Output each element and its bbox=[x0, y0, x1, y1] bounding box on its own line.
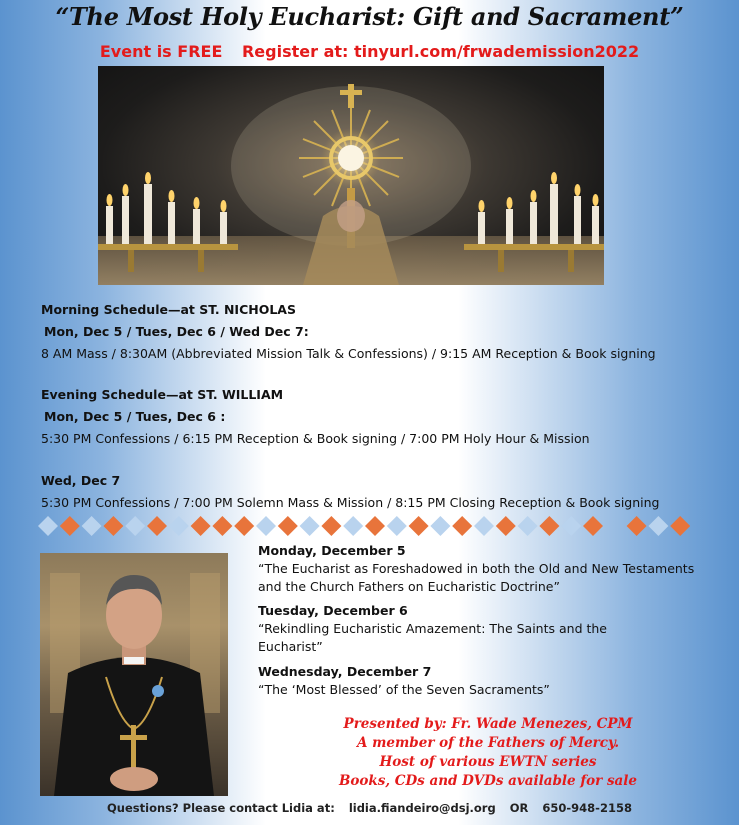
divider-diamond bbox=[125, 516, 145, 536]
event-free-text: Event is FREE bbox=[99, 42, 223, 61]
divider-diamond bbox=[234, 516, 254, 536]
talk-day: Tuesday, December 6 bbox=[258, 603, 408, 618]
contact-phone[interactable]: 650-948-2158 bbox=[542, 801, 632, 815]
presenter-media: Books, CDs and DVDs available for sale bbox=[338, 773, 638, 789]
morning-schedule bbox=[41, 302, 656, 362]
divider-diamond bbox=[539, 516, 559, 536]
divider-diamond bbox=[147, 516, 167, 536]
diamond-divider bbox=[38, 516, 698, 540]
registration-line bbox=[0, 42, 739, 61]
divider-diamond bbox=[452, 516, 472, 536]
divider-diamond bbox=[518, 516, 538, 536]
register-link[interactable]: tinyurl.com/frwademission2022 bbox=[353, 42, 640, 61]
morning-heading: Morning Schedule—at ST. NICHOLAS bbox=[41, 302, 296, 317]
talk-title: “The Eucharist as Foreshadowed in both the Old and New Testaments and the Church Fathers on Eucharistic Doctrine” bbox=[258, 561, 695, 594]
divider-diamond bbox=[38, 516, 58, 536]
divider-diamond bbox=[409, 516, 429, 536]
divider-diamond bbox=[191, 516, 211, 536]
divider-diamond bbox=[82, 516, 102, 536]
talk-wednesday bbox=[258, 663, 698, 699]
divider-diamond bbox=[103, 516, 123, 536]
morning-times: 8 AM Mass / 8:30AM (Abbreviated Mission Talk & Confessions) / 9:15 AM Reception & Book signing bbox=[41, 346, 656, 361]
presenter-ewtn: Host of various EWTN series bbox=[379, 754, 597, 770]
presenter-name: Presented by: Fr. Wade Menezes, CPM bbox=[343, 716, 633, 732]
evening-times: 5:30 PM Confessions / 6:15 PM Reception & Book signing / 7:00 PM Holy Hour & Mission bbox=[41, 431, 590, 446]
divider-diamond bbox=[474, 516, 494, 536]
evening-schedule bbox=[41, 387, 590, 447]
wednesday-heading: Wed, Dec 7 bbox=[41, 473, 121, 488]
divider-diamond bbox=[670, 516, 690, 536]
divider-diamond bbox=[321, 516, 341, 536]
contact-label: Questions? Please contact Lidia at: bbox=[107, 801, 335, 815]
contact-line bbox=[0, 801, 739, 815]
divider-diamond bbox=[278, 516, 298, 536]
divider-diamond bbox=[387, 516, 407, 536]
divider-diamond bbox=[256, 516, 276, 536]
divider-diamond bbox=[627, 516, 647, 536]
talk-monday bbox=[258, 542, 698, 596]
divider-diamond bbox=[496, 516, 516, 536]
evening-days: Mon, Dec 5 / Tues, Dec 6 : bbox=[44, 409, 226, 424]
divider-diamond bbox=[300, 516, 320, 536]
divider-diamond bbox=[212, 516, 232, 536]
talk-title: “The ‘Most Blessed’ of the Seven Sacraments” bbox=[258, 682, 550, 697]
morning-days: Mon, Dec 5 / Tues, Dec 6 / Wed Dec 7: bbox=[44, 324, 309, 339]
divider-diamond bbox=[561, 516, 581, 536]
contact-email[interactable]: lidia.fiandeiro@dsj.org bbox=[348, 801, 496, 815]
register-label: Register at: bbox=[241, 42, 349, 61]
divider-diamond bbox=[343, 516, 363, 536]
divider-diamond bbox=[365, 516, 385, 536]
wednesday-schedule bbox=[41, 473, 659, 511]
divider-diamond bbox=[430, 516, 450, 536]
talk-title: “Rekindling Eucharistic Amazement: The Saints and the Eucharist” bbox=[258, 621, 607, 654]
evening-heading: Evening Schedule—at ST. WILLIAM bbox=[41, 387, 284, 402]
presenter-block bbox=[318, 715, 658, 791]
divider-diamond bbox=[60, 516, 80, 536]
divider-diamond bbox=[583, 516, 603, 536]
presenter-photo bbox=[40, 553, 228, 796]
divider-diamond bbox=[169, 516, 189, 536]
talk-day: Wednesday, December 7 bbox=[258, 664, 432, 679]
talk-day: Monday, December 5 bbox=[258, 543, 406, 558]
wednesday-times: 5:30 PM Confessions / 7:00 PM Solemn Mass & Mission / 8:15 PM Closing Reception & Book signing bbox=[41, 495, 660, 510]
monstrance-photo bbox=[98, 66, 604, 285]
contact-or: OR bbox=[509, 801, 529, 815]
talk-tuesday bbox=[258, 602, 698, 656]
flyer-title: “The Most Holy Eucharist: Gift and Sacrament” bbox=[55, 2, 684, 31]
presenter-order: A member of the Fathers of Mercy. bbox=[356, 735, 620, 751]
divider-diamond bbox=[648, 516, 668, 536]
